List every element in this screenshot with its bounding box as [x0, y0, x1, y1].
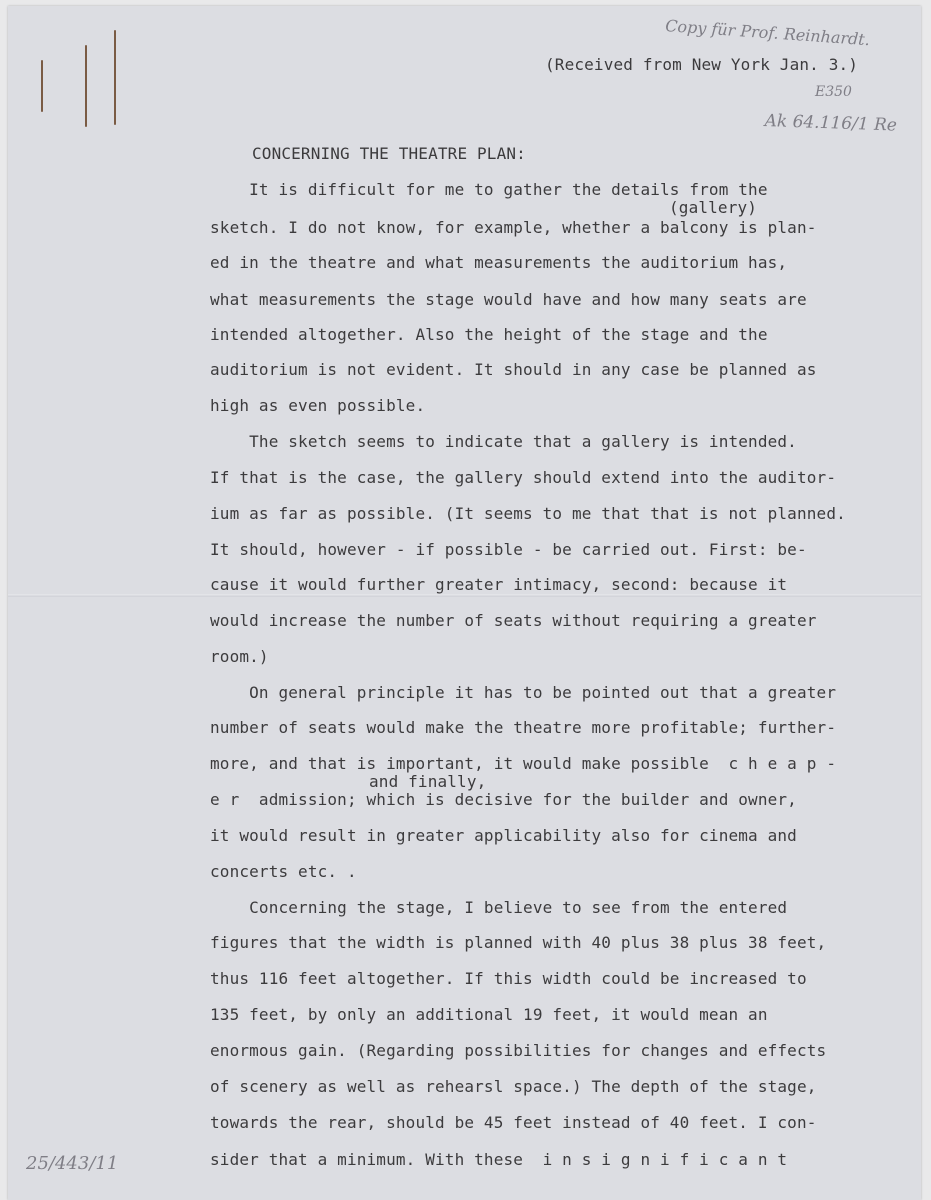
typed-interlinear-insert: (gallery)	[669, 198, 758, 217]
typed-body-line: number of seats would make the theatre more profitable; further-	[210, 718, 837, 737]
handwritten-copy-note: Copy für Prof. Reinhardt.	[664, 16, 871, 50]
typed-body-line: enormous gain. (Regarding possibilities for changes and effects	[210, 1041, 827, 1060]
typed-body-line: ed in the theatre and what measurements the auditorium has,	[210, 253, 788, 272]
typed-body-line: sketch. I do not know, for example, whether a balcony is plan-	[210, 218, 817, 237]
punch-hole-mark	[85, 45, 87, 127]
typed-body-line: On general principle it has to be pointed out that a greater	[210, 683, 837, 702]
typed-body-line: concerts etc. .	[210, 862, 357, 881]
typed-body-line: sider that a minimum. With these i n s i g n i f i c a n t	[210, 1150, 788, 1169]
document-heading: CONCERNING THE THEATRE PLAN:	[252, 144, 526, 163]
received-note: (Received from New York Jan. 3.)	[545, 55, 859, 74]
handwritten-archive-number: 25/443/11	[26, 1153, 119, 1174]
typed-body-line: what measurements the stage would have and how many seats are	[210, 290, 807, 309]
typed-body-line: ium as far as possible. (It seems to me that that is not planned.	[210, 504, 846, 523]
typed-body-line: e r admission; which is decisive for the builder and owner,	[210, 790, 797, 809]
typed-body-line: towards the rear, should be 45 feet instead of 40 feet. I con-	[210, 1113, 817, 1132]
punch-hole-mark	[114, 30, 116, 125]
typed-body-line: auditorium is not evident. It should in any case be planned as	[210, 360, 817, 379]
typed-body-line: it would result in greater applicability also for cinema and	[210, 826, 797, 845]
typed-body-line: intended altogether. Also the height of the stage and the	[210, 325, 768, 344]
typed-body-line: thus 116 feet altogether. If this width could be increased to	[210, 969, 807, 988]
typed-body-line: more, and that is important, it would make possible c h e a p -	[210, 754, 837, 773]
typed-body-line: The sketch seems to indicate that a gallery is intended.	[210, 432, 797, 451]
typed-body-line: would increase the number of seats without requiring a greater	[210, 611, 817, 630]
typed-body-line: cause it would further greater intimacy, second: because it	[210, 575, 788, 594]
typed-body-line: It should, however - if possible - be carried out. First: be-	[210, 540, 807, 559]
typed-interlinear-insert: and finally,	[369, 772, 487, 791]
typed-body-line: room.)	[210, 647, 269, 666]
typed-body-line: It is difficult for me to gather the details from the	[210, 180, 768, 199]
typed-body-line: 135 feet, by only an additional 19 feet, it would mean an	[210, 1005, 768, 1024]
typed-body-line: Concerning the stage, I believe to see from the entered	[210, 898, 788, 917]
typed-body-line: figures that the width is planned with 40 plus 38 plus 38 feet,	[210, 933, 827, 952]
handwritten-ref-code: E350	[815, 84, 852, 100]
handwritten-ref-code: Ak 64.116/1 Re	[764, 111, 898, 136]
typed-body-line: If that is the case, the gallery should extend into the auditor-	[210, 468, 837, 487]
typed-body-line: high as even possible.	[210, 396, 426, 415]
typed-body-line: of scenery as well as rehearsl space.) The depth of the stage,	[210, 1077, 817, 1096]
page-fold-line	[8, 594, 921, 597]
punch-hole-mark	[41, 60, 43, 112]
